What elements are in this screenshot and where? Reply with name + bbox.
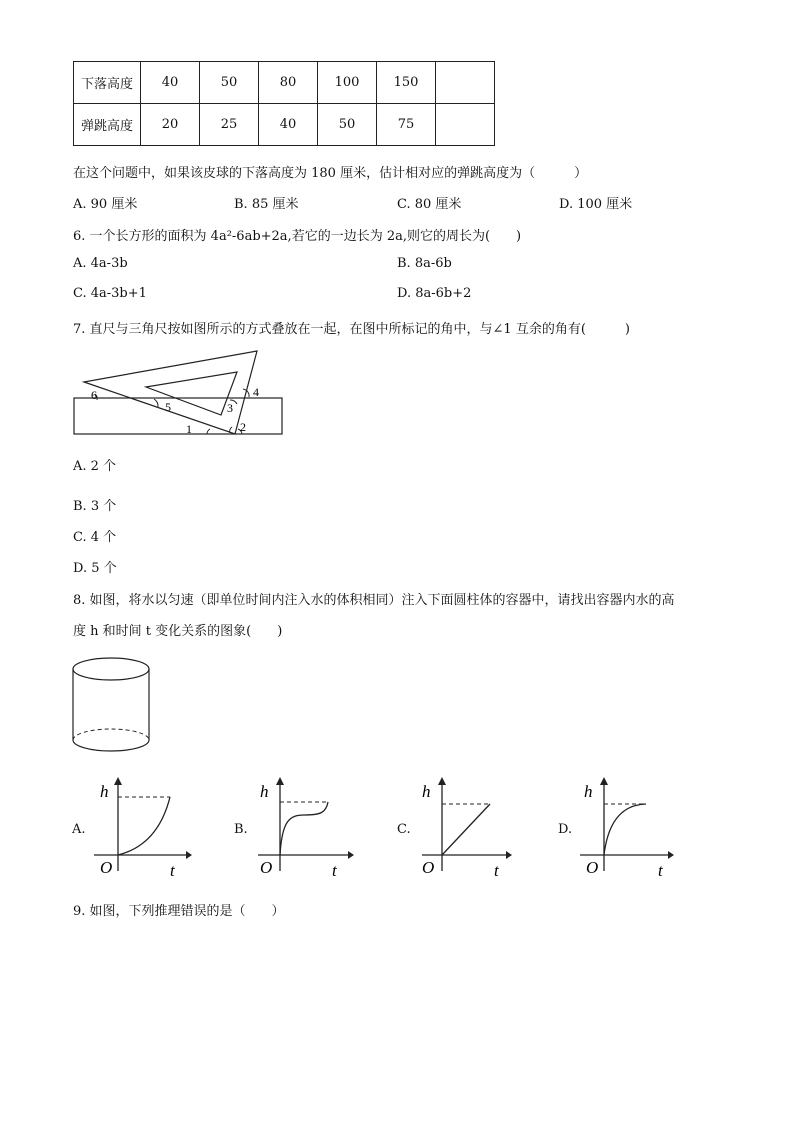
graph-d bbox=[578, 775, 682, 880]
q9-stem: 9. 如图，下列推理错误的是（ ） bbox=[73, 904, 285, 919]
q8-stem-line1: 8. 如图，将水以匀速（即单位时间内注入水的体积相同）注入下面圆柱体的容器中，请找出容器内水的高 bbox=[73, 593, 675, 608]
q7-option-d: D. 5 个 bbox=[73, 561, 117, 576]
t-label: t bbox=[658, 861, 663, 880]
h-axis-arrow bbox=[276, 777, 284, 785]
q6-option-a: A. 4a-3b bbox=[73, 256, 128, 271]
table-cell: 50 bbox=[318, 104, 377, 146]
q5-option-c: C. 80 厘米 bbox=[397, 197, 462, 212]
q7-option-a: A. 2 个 bbox=[73, 459, 117, 474]
q7-option-b: B. 3 个 bbox=[73, 499, 117, 514]
q6-stem-suffix: 若它的一边长为 2a,则它的周长为( ) bbox=[291, 229, 522, 244]
q6-expression: 4a²-6ab+2a, bbox=[210, 229, 292, 244]
angle-arc bbox=[207, 429, 210, 434]
table-cell: 40 bbox=[141, 62, 200, 104]
t-label: t bbox=[332, 861, 337, 880]
origin-label: O bbox=[100, 858, 113, 877]
q8-option-d-label: D. bbox=[558, 822, 573, 837]
h-axis-arrow bbox=[600, 777, 608, 785]
curve bbox=[604, 804, 646, 855]
table-cell bbox=[436, 62, 495, 104]
q6-option-b: B. 8a-6b bbox=[397, 256, 452, 271]
table-cell: 弹跳高度 bbox=[74, 104, 141, 146]
angle-label-3: 3 bbox=[227, 401, 233, 415]
cylinder-top bbox=[73, 658, 149, 680]
origin-label: O bbox=[422, 858, 435, 877]
q8-stem-line2: 度 h 和时间 t 变化关系的图象( ) bbox=[73, 624, 283, 639]
curve bbox=[280, 802, 328, 855]
q8-option-b-label: B. bbox=[234, 822, 248, 837]
h-label: h bbox=[584, 782, 593, 801]
table-cell: 25 bbox=[200, 104, 259, 146]
table-cell: 150 bbox=[377, 62, 436, 104]
t-axis-arrow bbox=[348, 851, 354, 859]
table-cell: 下落高度 bbox=[74, 62, 141, 104]
graph-b bbox=[252, 775, 356, 880]
table-row bbox=[74, 104, 495, 146]
cylinder-bottom-back bbox=[73, 729, 149, 740]
table-cell bbox=[436, 104, 495, 146]
angle-label-1: 1 bbox=[186, 422, 192, 436]
angle-label-2: 2 bbox=[240, 420, 246, 434]
height-table bbox=[73, 61, 495, 146]
q8-option-a-label: A. bbox=[72, 822, 86, 837]
t-axis-arrow bbox=[668, 851, 674, 859]
angle-label-5: 5 bbox=[165, 400, 171, 414]
h-label: h bbox=[260, 782, 269, 801]
angle-label-6: 6 bbox=[91, 388, 97, 402]
q7-option-c: C. 4 个 bbox=[73, 530, 117, 545]
h-axis-arrow bbox=[438, 777, 446, 785]
graph-c bbox=[416, 775, 520, 880]
table-cell: 40 bbox=[259, 104, 318, 146]
table-cell: 20 bbox=[141, 104, 200, 146]
h-axis-arrow bbox=[114, 777, 122, 785]
cylinder-figure bbox=[68, 655, 154, 760]
table-cell: 75 bbox=[377, 104, 436, 146]
ruler-shape bbox=[74, 398, 282, 434]
t-axis-arrow bbox=[186, 851, 192, 859]
q5-option-b: B. 85 厘米 bbox=[234, 197, 299, 212]
q6-option-d: D. 8a-6b+2 bbox=[397, 286, 472, 301]
table-row bbox=[74, 62, 495, 104]
graph-a bbox=[88, 775, 192, 880]
q7-stem: 7. 直尺与三角尺按如图所示的方式叠放在一起，在图中所标记的角中，与∠1 互余的角有( ) bbox=[73, 322, 630, 337]
cylinder-bottom-front bbox=[73, 740, 149, 751]
h-label: h bbox=[422, 782, 431, 801]
q6-option-c: C. 4a-3b+1 bbox=[73, 286, 147, 301]
h-label: h bbox=[100, 782, 109, 801]
q6-stem bbox=[73, 225, 521, 244]
curve bbox=[442, 804, 490, 855]
table-cell: 50 bbox=[200, 62, 259, 104]
t-axis-arrow bbox=[506, 851, 512, 859]
t-label: t bbox=[170, 861, 175, 880]
triangle-outer bbox=[84, 351, 257, 434]
q5-option-a: A. 90 厘米 bbox=[73, 197, 138, 212]
curve bbox=[118, 797, 170, 855]
table-cell: 80 bbox=[259, 62, 318, 104]
q5-option-d: D. 100 厘米 bbox=[559, 197, 633, 212]
q5-stem: 在这个问题中，如果该皮球的下落高度为 180 厘米，估计相对应的弹跳高度为（ ） bbox=[73, 166, 588, 181]
q6-stem-prefix: 6. 一个长方形的面积为 bbox=[73, 229, 211, 244]
origin-label: O bbox=[260, 858, 273, 877]
ruler-triangle-figure bbox=[70, 345, 290, 440]
table-cell: 100 bbox=[318, 62, 377, 104]
origin-label: O bbox=[586, 858, 599, 877]
angle-label-4: 4 bbox=[253, 385, 259, 399]
q8-option-c-label: C. bbox=[397, 822, 411, 837]
t-label: t bbox=[494, 861, 499, 880]
